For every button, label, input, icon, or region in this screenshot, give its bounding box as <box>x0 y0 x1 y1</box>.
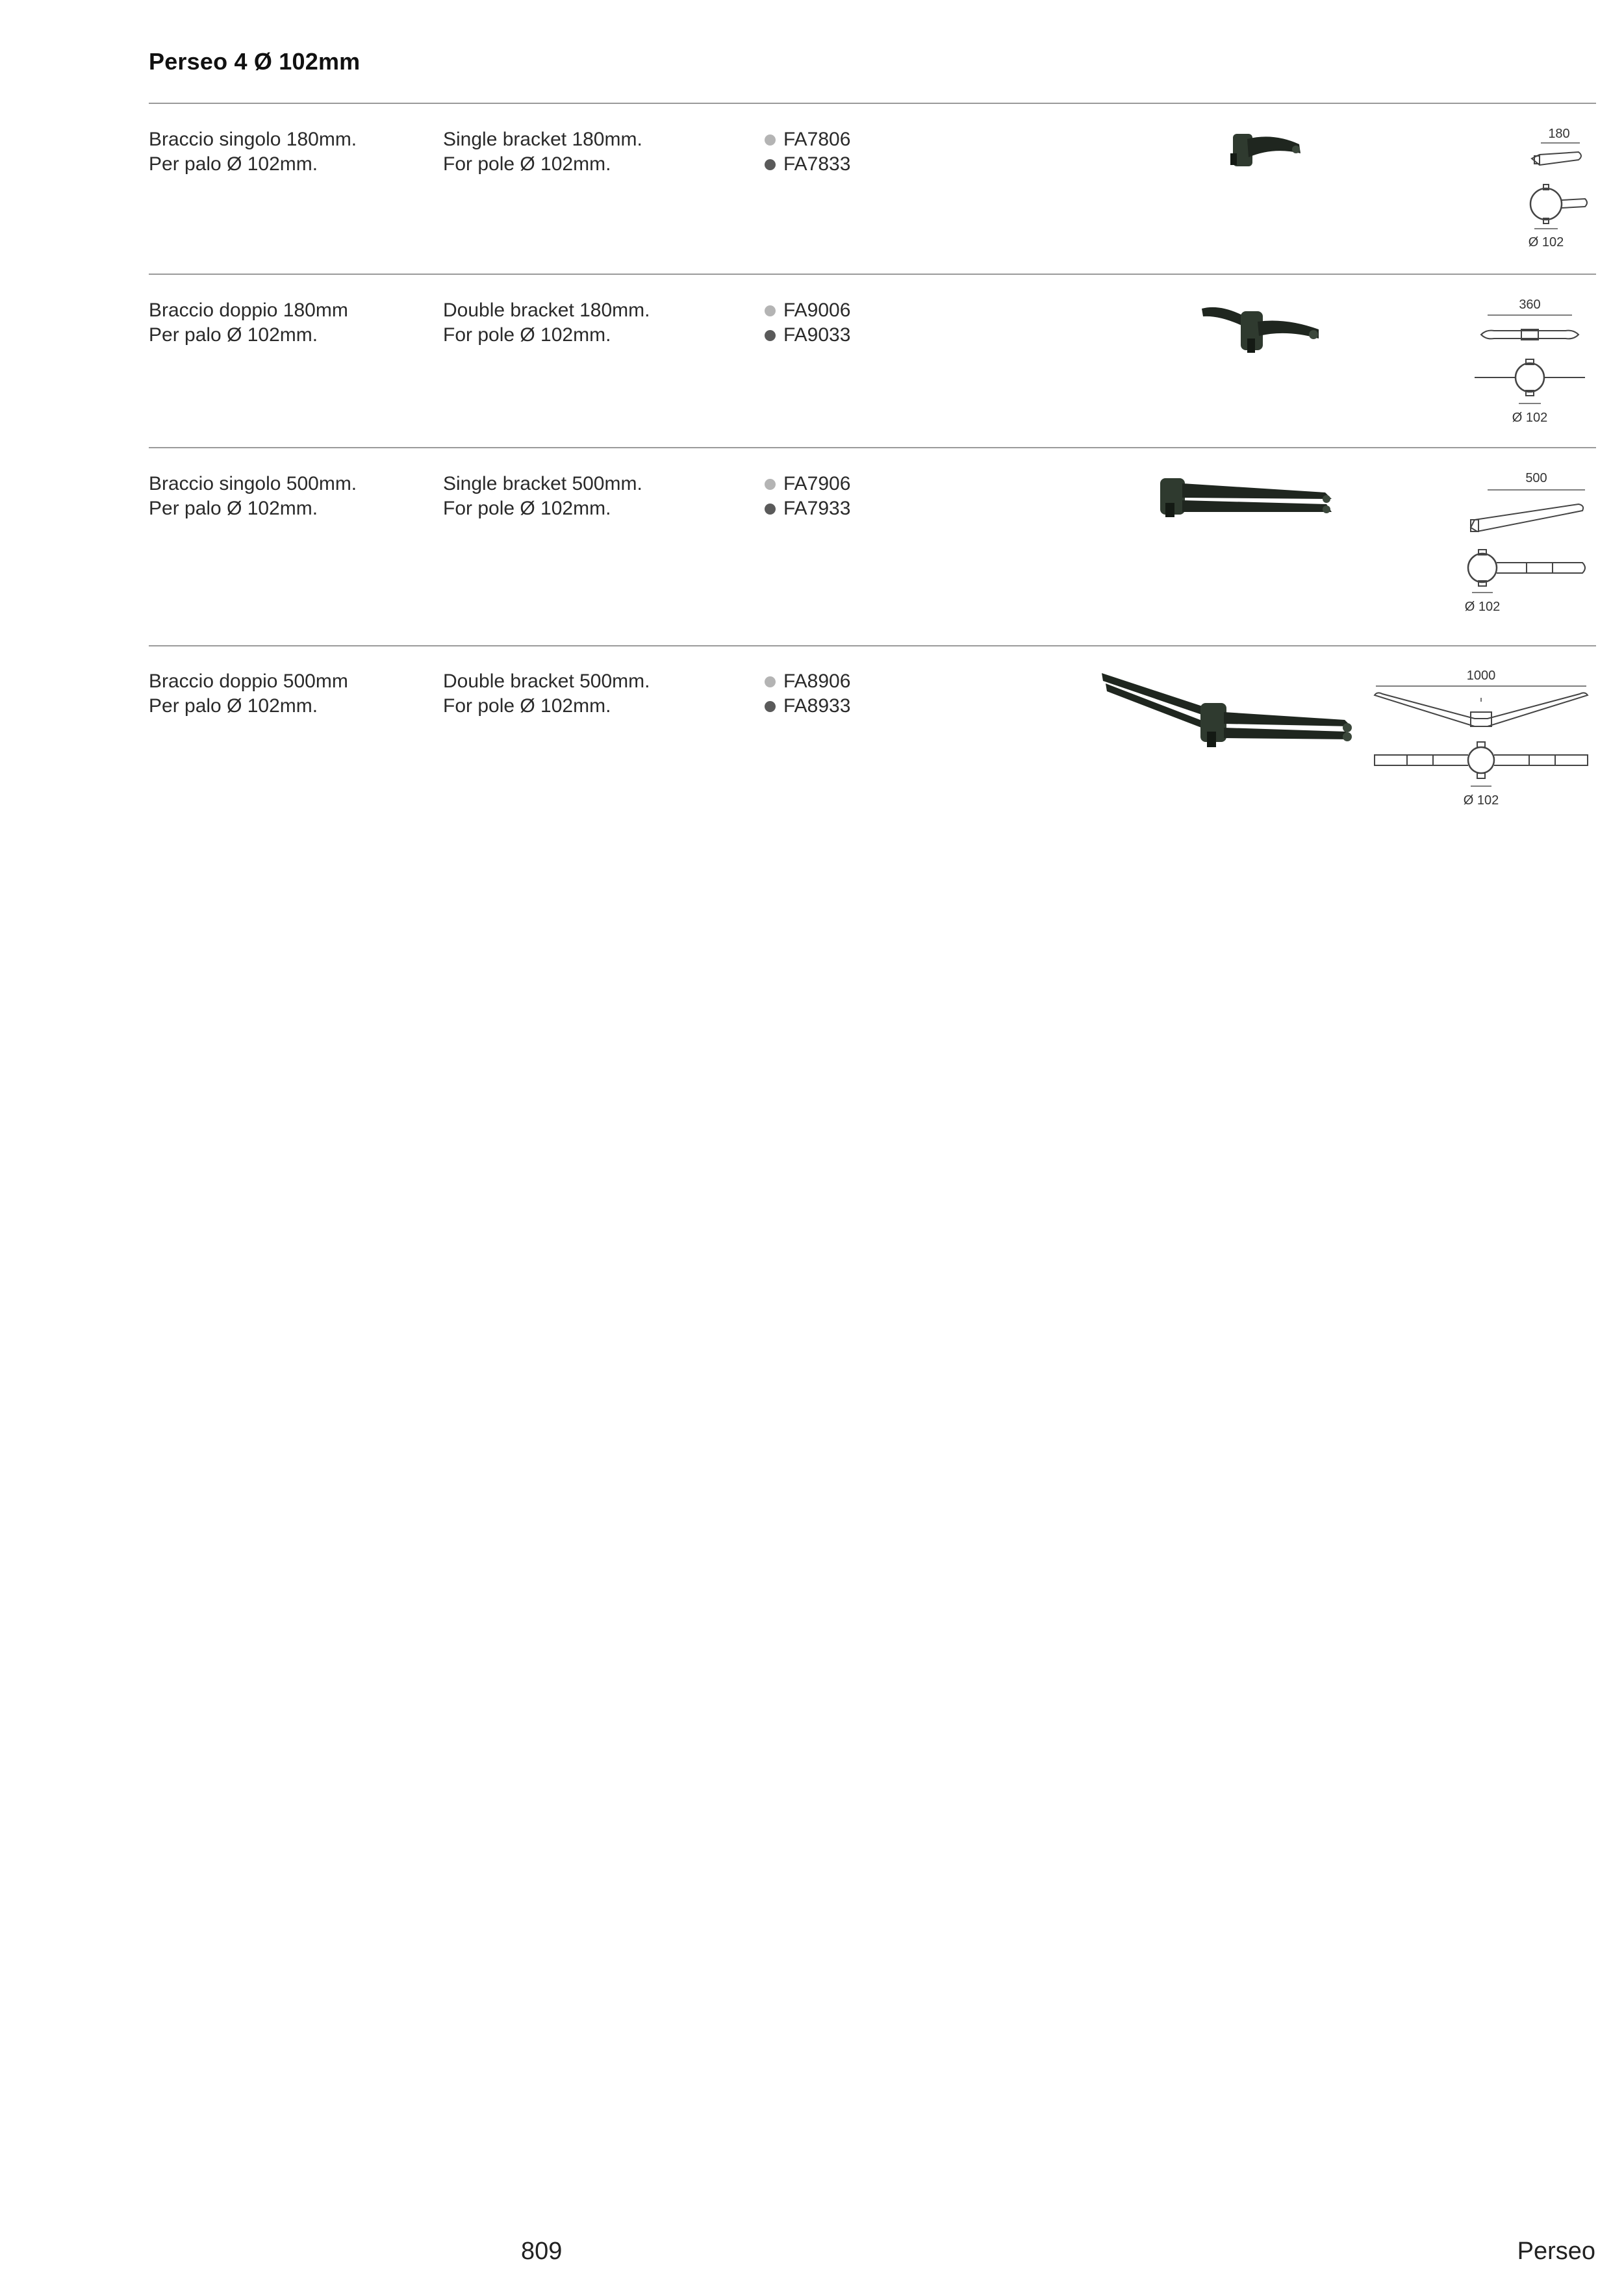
code-dark: FA7933 <box>765 496 850 521</box>
section-name: Perseo <box>1517 2238 1595 2265</box>
double-bracket-500-photo <box>1098 669 1358 754</box>
english-description: Single bracket 180mm. For pole Ø 102mm. <box>443 129 642 175</box>
double-bracket-180-photo <box>1195 298 1325 363</box>
single-bracket-500-photo <box>1156 472 1338 530</box>
diameter-label: Ø 102 <box>1528 235 1564 249</box>
single-bracket-500-drawing <box>1455 472 1592 628</box>
code-grey: FA8906 <box>765 669 850 694</box>
page-title: Perseo 4 Ø 102mm <box>149 48 361 75</box>
dimension-label: 180 <box>1548 127 1570 141</box>
italian-description: Braccio singolo 500mm. Per palo Ø 102mm. <box>149 473 357 519</box>
divider <box>149 447 1596 448</box>
italian-description: Braccio doppio 180mm Per palo Ø 102mm. <box>149 300 348 346</box>
italian-description: Braccio singolo 180mm. Per palo Ø 102mm. <box>149 129 357 175</box>
divider <box>149 103 1596 104</box>
diameter-label: Ø 102 <box>1463 793 1499 808</box>
page-number: 809 <box>521 2238 563 2265</box>
double-bracket-500-drawing <box>1371 669 1592 825</box>
dark-finish-dot-icon <box>765 504 776 515</box>
product-codes <box>765 669 850 719</box>
grey-finish-dot-icon <box>765 676 776 687</box>
grey-finish-dot-icon <box>765 479 776 490</box>
grey-finish-dot-icon <box>765 134 776 146</box>
italian-description: Braccio doppio 500mm Per palo Ø 102mm. <box>149 671 348 717</box>
code-dark: FA7833 <box>765 152 850 177</box>
english-description: Double bracket 180mm. For pole Ø 102mm. <box>443 300 650 346</box>
product-codes <box>765 298 850 348</box>
code-grey: FA7806 <box>765 127 850 152</box>
code-dark: FA9033 <box>765 323 850 348</box>
dark-finish-dot-icon <box>765 701 776 712</box>
diameter-label: Ø 102 <box>1464 600 1501 614</box>
dimension-label: 360 <box>1519 298 1541 312</box>
code-dark: FA8933 <box>765 694 850 719</box>
dimension-label: 1000 <box>1466 669 1496 683</box>
dark-finish-dot-icon <box>765 330 776 341</box>
double-bracket-180-drawing <box>1468 298 1592 441</box>
divider <box>149 645 1596 646</box>
divider <box>149 274 1596 275</box>
code-grey: FA7906 <box>765 472 850 496</box>
product-codes <box>765 127 850 177</box>
single-bracket-180-photo <box>1221 127 1312 179</box>
english-description: Double bracket 500mm. For pole Ø 102mm. <box>443 671 650 717</box>
dimension-label: 500 <box>1525 472 1547 485</box>
grey-finish-dot-icon <box>765 305 776 316</box>
dark-finish-dot-icon <box>765 159 776 170</box>
single-bracket-180-drawing <box>1494 127 1592 257</box>
diameter-label: Ø 102 <box>1512 411 1548 425</box>
english-description: Single bracket 500mm. For pole Ø 102mm. <box>443 473 642 519</box>
product-codes <box>765 472 850 521</box>
code-grey: FA9006 <box>765 298 850 323</box>
